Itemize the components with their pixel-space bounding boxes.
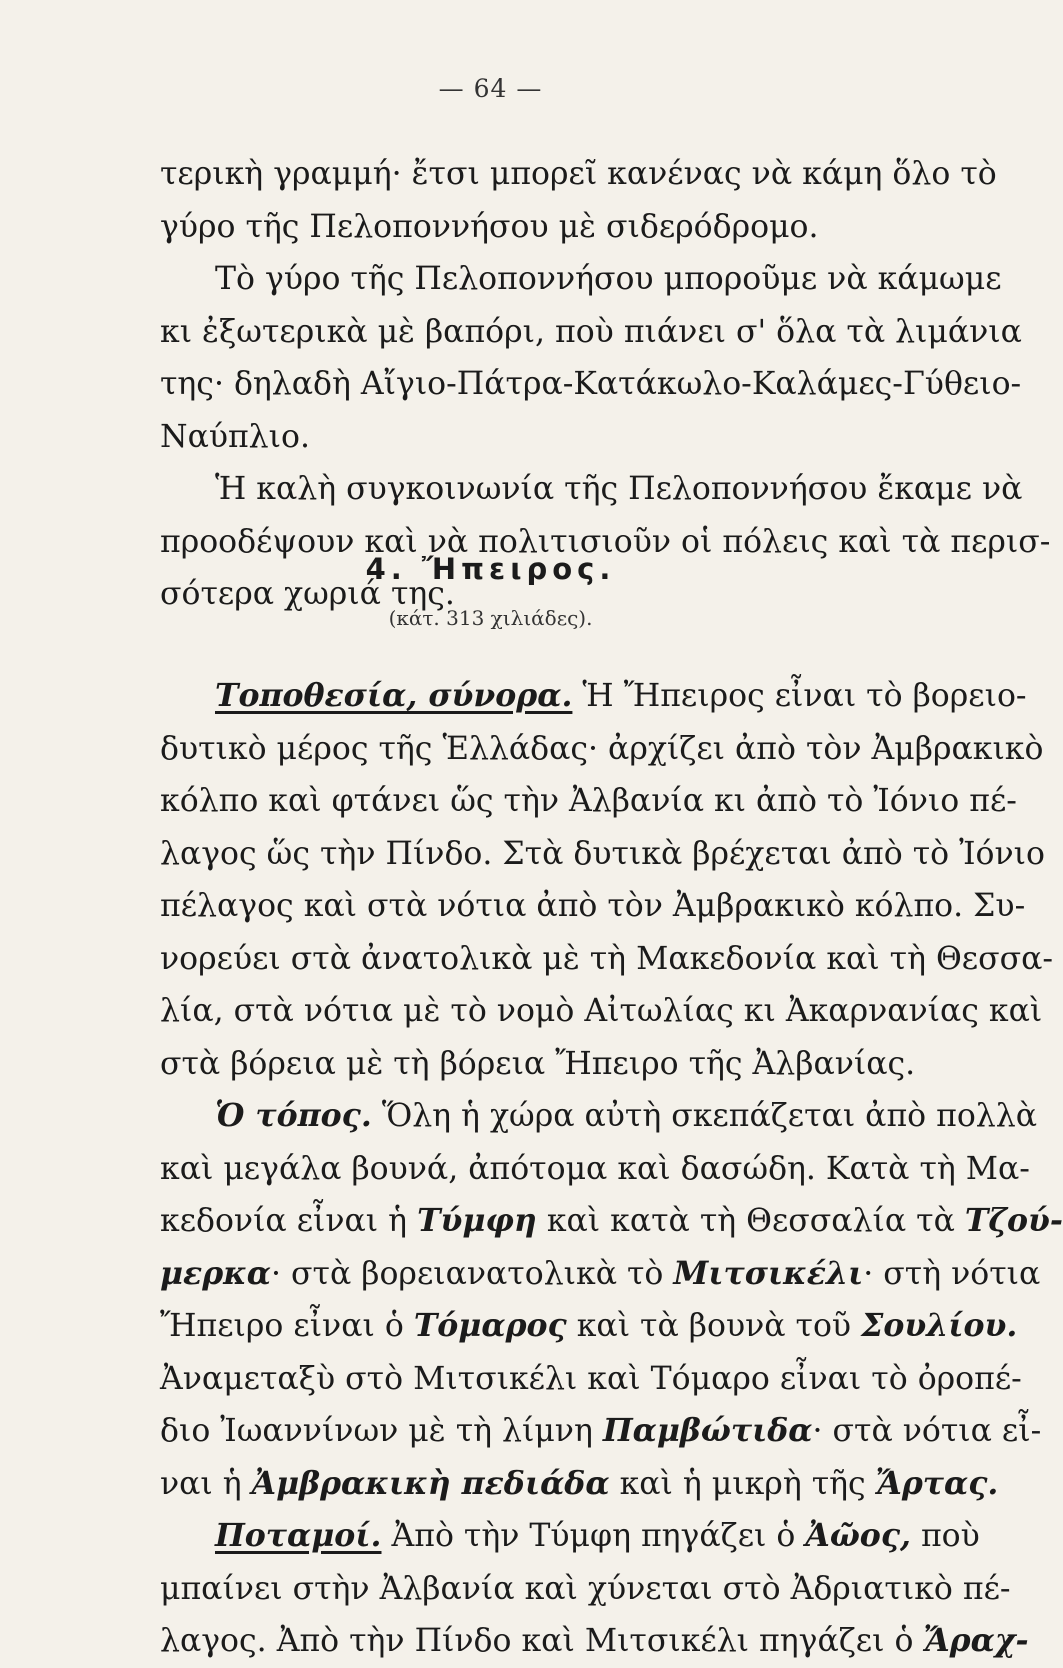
- text-span: Ἀπὸ τὴν Τύμφη πηγάζει ὁ: [381, 1518, 806, 1554]
- term: Τόμαρος: [413, 1307, 567, 1344]
- text-line: [160, 1090, 1038, 1143]
- top-text-block: [160, 148, 1051, 621]
- term: μερκα: [160, 1254, 272, 1292]
- term: Σουλίου.: [861, 1307, 1018, 1344]
- text-line: λία, στὰ νότια μὲ τὸ νομὸ Αἰτωλίας κι Ἀκαρνανίας καὶ: [160, 993, 1043, 1029]
- text-span: Ἡ Ἤπειρος εἶναι τὸ βορειο-: [572, 678, 1027, 714]
- text-line: κόλπο καὶ φτάνει ὥς τὴν Ἀλβανία κι ἀπὸ τὸ Ἰόνιο πέ-: [160, 783, 1017, 819]
- term: Ἄραχ-: [923, 1622, 1029, 1659]
- term: Τύμφη: [417, 1202, 537, 1239]
- text-line: Ἡ καλὴ συγκοινωνία τῆς Πελοποννήσου ἔκαμε νὰ: [215, 471, 1023, 507]
- section-subheading: (κάτ. 313 χιλιάδες).: [388, 606, 593, 630]
- text-span: ναι ἡ: [160, 1465, 252, 1502]
- text-line: [160, 1615, 1029, 1668]
- text-span: κεδονία εἶναι ἡ: [160, 1203, 418, 1239]
- paragraph-title: Ποταμοί.: [215, 1517, 382, 1554]
- term: Ἀμβρακικὴ πεδιάδα: [251, 1464, 610, 1502]
- page-number: — 64 —: [438, 74, 543, 103]
- paragraph-title: Ὁ τόπος.: [215, 1097, 372, 1134]
- text-span: καὶ κατὰ τὴ Θεσσαλία τὰ: [536, 1203, 965, 1239]
- text-line: της· δηλαδὴ Αἴγιο-Πάτρα-Κατάκωλο-Καλάμες-Γύθειο-: [160, 366, 1022, 402]
- term: Παμβώτιδα: [602, 1412, 813, 1449]
- text-span: · στὴ νότια: [863, 1255, 1041, 1292]
- text-line: πέλαγος καὶ στὰ νότια ἀπὸ τὸν Ἀμβρακικὸ κόλπο. Συ-: [160, 888, 1026, 924]
- text-line: [160, 670, 1027, 723]
- text-line: καὶ μεγάλα βουνά, ἀπότομα καὶ δασώδη. Κατὰ τὴ Μα-: [160, 1150, 1030, 1187]
- paragraph-title: Τοποθεσία, σύνορα.: [215, 677, 573, 714]
- text-line: [160, 1405, 1042, 1458]
- term: Ἀῶος,: [805, 1517, 911, 1554]
- text-span: ποὺ: [910, 1518, 980, 1554]
- text-span: · στὰ βορειανατολικὰ τὸ: [271, 1255, 674, 1292]
- text-line: [160, 1248, 1041, 1301]
- text-line: στὰ βόρεια μὲ τὴ βόρεια Ἤπειρο τῆς Ἀλβανίας.: [160, 1045, 916, 1082]
- text-span: Ἤπειρο εἶναι ὁ: [160, 1308, 414, 1344]
- text-span: λαγος. Ἀπὸ τὴν Πίνδο καὶ Μιτσικέλι πηγάζει ὁ: [160, 1623, 924, 1659]
- text-line: κι ἐξωτερικὰ μὲ βαπόρι, ποὺ πιάνει σ' ὅλα τὰ λιμάνια: [160, 313, 1022, 350]
- text-line: [160, 1510, 980, 1563]
- text-line: Ἀναμεταξὺ στὸ Μιτσικέλι καὶ Τόμαρο εἶναι τὸ ὀροπέ-: [160, 1360, 1022, 1397]
- text-line: [160, 1458, 999, 1511]
- text-span: καὶ ἡ μικρὴ τῆς: [609, 1465, 876, 1502]
- text-span: Ὅλη ἡ χώρα αὐτὴ σκεπάζεται ἀπὸ πολλὰ: [371, 1098, 1038, 1134]
- text-span: διο Ἰωαννίνων μὲ τὴ λίμνη: [160, 1413, 603, 1449]
- text-line: δυτικὸ μέρος τῆς Ἑλλάδας· ἀρχίζει ἀπὸ τὸν Ἀμβρακικὸ: [160, 730, 1044, 767]
- text-line: νορεύει στὰ ἀνατολικὰ μὲ τὴ Μακεδονία καὶ τὴ Θεσσα-: [160, 940, 1054, 977]
- text-line: τερικὴ γραμμή· ἔτσι μπορεῖ κανένας νὰ κάμη ὅλο τὸ: [160, 156, 997, 192]
- text-line: σότερα χωριά της.: [160, 576, 455, 612]
- text-span: · στὰ νότια εἶ-: [812, 1413, 1042, 1449]
- text-line: Τὸ γύρο τῆς Πελοποννήσου μποροῦμε νὰ κάμωμε: [215, 261, 1002, 297]
- text-line: μπαίνει στὴν Ἀλβανία καὶ χύνεται στὸ Ἀδριατικὸ πέ-: [160, 1570, 1011, 1607]
- main-text-block: [160, 670, 1063, 1668]
- text-line: [160, 1300, 1018, 1353]
- term: Ἄρτας.: [875, 1464, 999, 1502]
- term: Μιτσικέλι: [673, 1254, 864, 1292]
- text-line: [160, 1195, 1063, 1248]
- text-line: προοδέψουν καὶ νὰ πολιτισιοῦν οἱ πόλεις καὶ τὰ περισ-: [160, 523, 1051, 560]
- section-heading: 4. Ἤπειρος.: [365, 552, 616, 586]
- text-line: λαγος ὥς τὴν Πίνδο. Στὰ δυτικὰ βρέχεται ἀπὸ τὸ Ἰόνιο: [160, 835, 1045, 872]
- term: Τζού-: [964, 1202, 1063, 1239]
- text-line: γύρο τῆς Πελοποννήσου μὲ σιδερόδρομο.: [160, 208, 819, 245]
- text-span: καὶ τὰ βουνὰ τοῦ: [566, 1308, 862, 1344]
- text-line: Ναύπλιο.: [160, 418, 310, 455]
